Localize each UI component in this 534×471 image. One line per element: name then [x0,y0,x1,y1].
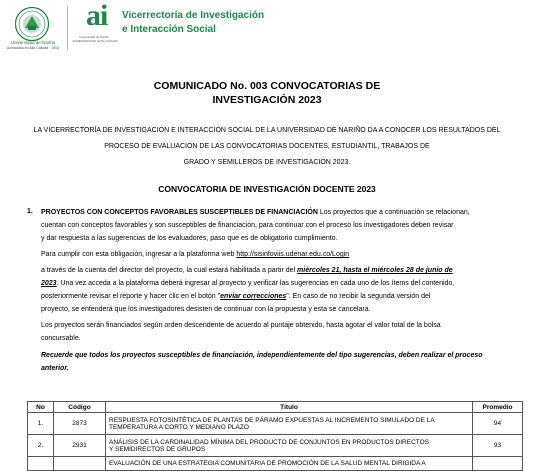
paragraph2-line3-text: . Una vez acceda a la plataforma deberá ingresar al proyecto y verificar las sugerencias en cada uno de los ítems del contenido, [56,280,455,287]
item-number: 1. [27,208,33,215]
vicerrectoria-line2: e Interacción Social [122,24,216,35]
section-subtitle: CONVOCATORIA DE INVESTIGACIÓN DOCENTE 2023 [158,184,376,194]
date-range-2: 2023 [41,280,57,287]
university-subtitle: Acreditada en Alta Calidad · 1904 [6,46,60,50]
titulo-line2: Y SEMIDIRECTOS DE GRUPOS [109,445,206,453]
item-heading: PROYECTOS CON CONCEPTOS FAVORABLES SUSCEPTIBLES DE FINANCIACIÓN [41,209,318,216]
platform-link[interactable]: http://sisinfoviis.udenar.edu.co/Login [236,251,350,258]
cell-promedio [473,457,523,471]
titulo-line1: EVALUACIÓN DE UNA ESTRATEGIA COMUNITARIA DE PROMOCIÓN DE LA SALUD MENTAL DIRIGIDA A [109,460,426,467]
date-range-1: miércoles 21, hasta el miércoles 28 de junio de [297,267,453,274]
paragraph1-line1-rest: Los proyectos que a continuación se relacionan, [317,209,470,216]
paragraph2-line2-text: a través de la cuenta del director del proyecto, la cual estará habilitada a partir del [41,267,298,274]
table-row [28,413,523,435]
ai-logo-letters: ai [86,0,108,32]
table-row [28,457,523,471]
note-line2: anterior. [41,365,69,372]
cell-titulo [106,457,473,471]
cell-codigo [54,457,106,471]
cell-titulo [106,413,473,435]
university-name: Universidad de Nariño [10,40,56,45]
paragraph3-line2: concursable. [41,335,81,342]
paragraph2-line1 [41,250,349,259]
table-row [28,435,523,457]
paragraph2-line2 [41,266,453,275]
cell-promedio: 93 [473,435,523,457]
ai-logo-subtitle: Universidad de Nariño · ACREDITADA EN ALTA CALIDAD [72,35,118,43]
titulo-line1: ANÁLISIS DE LA CARDINALIDAD MÍNIMA DEL PRODUCTO DE CONJUNTOS EN PRODUCTOS DIRECTOS [109,438,430,446]
paragraph1-line1 [41,208,470,217]
header-no: No [28,402,54,413]
letterhead [0,0,534,60]
vicerrectoria-line1: Vicerrectoría de Investigación [122,10,265,21]
titulo-line2: TEMPERATURA A CORTO Y MEDIANO PLAZO [109,423,249,431]
intro-line3: GRADO Y SEMILLEROS DE INVESTIGACIÓN 2023. [183,159,351,166]
document-title-line2: INVESTIGACIÓN 2023 [212,94,322,106]
intro-line1: LA VICERRECTORÍA DE INVESTIGACIÓN E INTERACCIÓN SOCIAL DE LA UNIVERSIDAD DE NARIÑO DA A CONOCER LOS RESULTADOS DEL [33,127,501,134]
enviar-correcciones-label: enviar correcciones [220,293,287,300]
paragraph2-line4 [41,292,430,301]
cell-no [28,457,54,471]
paragraph2-line3 [41,279,454,288]
paragraph1-line2: cuentan con conceptos favorables y son susceptibles de financiación, para continuar con el proceso los investigadores deben revisar [41,222,454,229]
paragraph1-line3: y dar respuesta a las sugerencias de los evaluadores, paso que es de obligatorio cumplimiento. [41,235,338,242]
cell-no: 2. [28,435,54,457]
header-codigo: Código [54,402,106,413]
header-divider [67,6,68,50]
note-line1: Recuerde que todos los proyectos susceptibles de financiación, independientemente del tipo sugerencias, deben realizar el proceso [41,352,483,359]
cell-promedio: 94 [473,413,523,435]
paragraph2-line1-text: Para cumplir con esta obligación, ingresar a la plataforma web [41,251,237,258]
header-titulo: Título [106,402,473,413]
paragraph3-line1: Los proyectos serán financiados según orden descendente de acuerdo al puntaje obtenido, hasta agotar el valor total de la bolsa [41,322,441,329]
document-title-line1: COMUNICADO No. 003 CONVOCATORIAS DE [153,80,381,92]
university-seal-icon [14,6,50,42]
intro-line2: PROCESO DE EVALUACIÓN DE LAS CONVOCATORIAS DOCENTES, ESTUDIANTIL, TRABAJOS DE [104,143,430,150]
header-promedio: Promedio [473,402,523,413]
table-header-row [28,402,523,413]
paragraph2-line4-post: ". En caso de no recibir la segunda versión del [286,293,431,300]
cell-titulo [106,435,473,457]
titulo-line1: RESPUESTA FOTOSINTÉTICA DE PLANTAS DE PÁRAMO EXPUESTAS AL INCREMENTO SIMULADO DE LA [109,416,435,424]
cell-no: 1. [28,413,54,435]
cell-codigo: 2873 [54,413,106,435]
paragraph2-line4-text: posteriormente revisar el reporte y hacer clic en el botón " [41,293,221,300]
cell-codigo: 2931 [54,435,106,457]
results-table [27,401,523,471]
paragraph2-line5: proyecto, se entenderá que los investigadores desisten de continuar con la propuesta y esta se cancelara. [41,306,371,313]
